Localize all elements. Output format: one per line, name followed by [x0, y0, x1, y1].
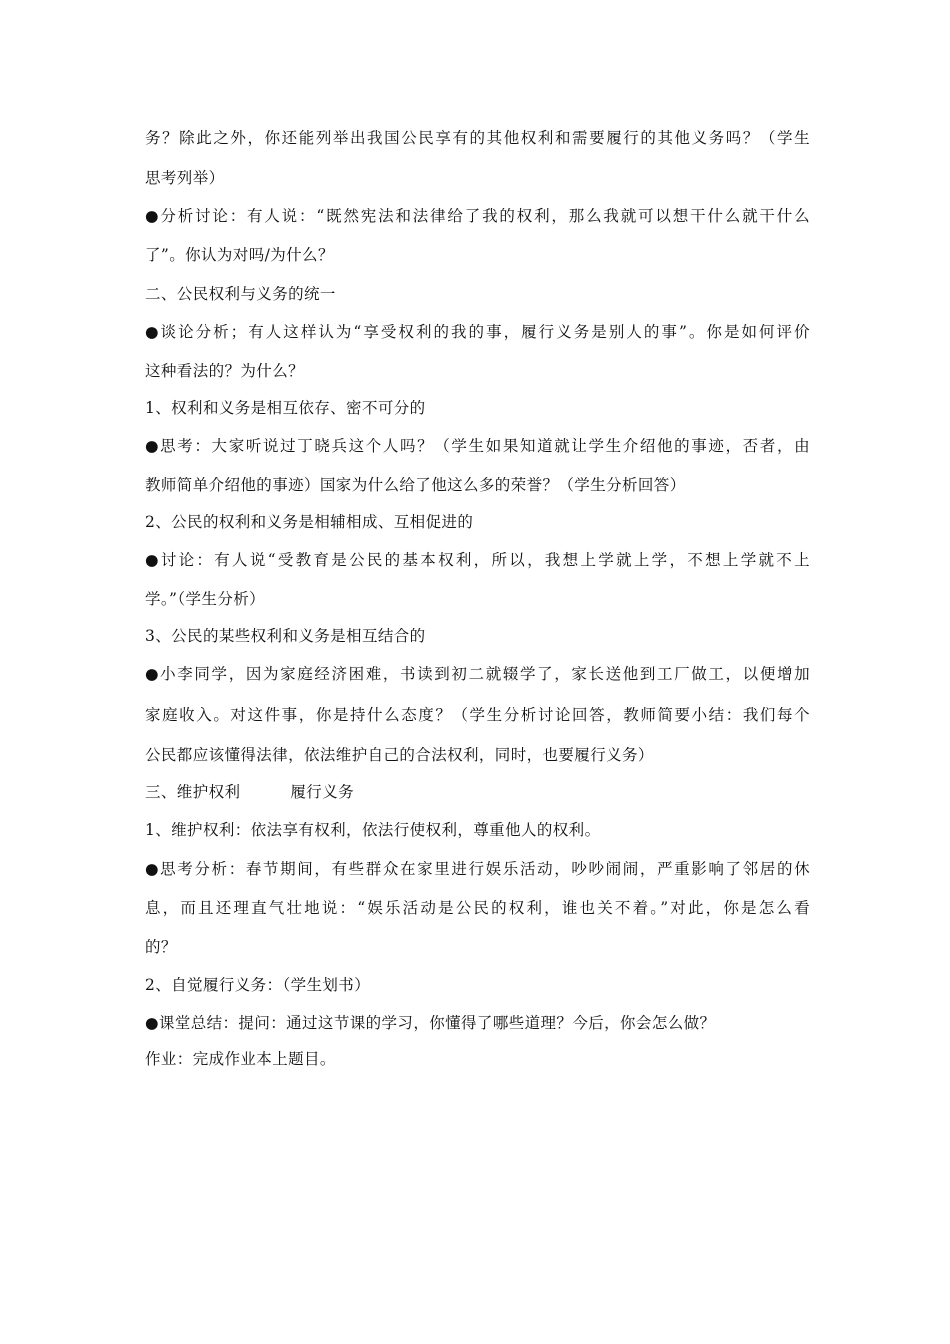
text-line: 教师简单介绍他的事迹）国家为什么给了他这么多的荣誉？（学生分析回答） — [145, 476, 686, 494]
text-line: ●讨论：有人说“受教育是公民的基本权利，所以，我想上学就上学，不想上学就不上 — [145, 551, 810, 569]
subsection-heading: 3、公民的某些权利和义务是相互结合的 — [145, 627, 426, 645]
text-line: 息，而且还理直气壮地说：“娱乐活动是公民的权利，谁也关不着。”对此，你是怎么看 — [145, 899, 810, 917]
text-line: ●小李同学，因为家庭经济困难，书读到初二就辍学了，家长送他到工厂做工，以便增加 — [145, 665, 810, 683]
text-line: 作业：完成作业本上题目。 — [145, 1050, 336, 1068]
subsection-heading: 1、权利和义务是相互依存、密不可分的 — [145, 399, 426, 417]
text-line: ●思考：大家听说过丁晓兵这个人吗？（学生如果知道就让学生介绍他的事迹，否者，由 — [145, 437, 810, 455]
text-line: 家庭收入。对这件事，你是持什么态度？（学生分析讨论回答，教师简要小结：我们每个 — [145, 706, 810, 724]
subsection-heading: 2、自觉履行义务：（学生划书） — [145, 976, 371, 994]
text-line: ●分析讨论：有人说：“既然宪法和法律给了我的权利，那么我就可以想干什么就干什么 — [145, 207, 810, 225]
text-line: ●思考分析：春节期间，有些群众在家里进行娱乐活动，吵吵闹闹，严重影响了邻居的休 — [145, 860, 810, 878]
text-line: ●课堂总结：提问：通过这节课的学习，你懂得了哪些道理？今后，你会怎么做？ — [145, 1014, 716, 1032]
subsection-heading: 1、维护权利：依法享有权利，依法行使权利，尊重他人的权利。 — [145, 821, 601, 839]
section-heading: 二、公民权利与义务的统一 — [145, 285, 336, 303]
text-line: 了”。你认为对吗/为什么？ — [145, 246, 334, 264]
text-line: 学。”（学生分析） — [145, 590, 266, 608]
subsection-heading: 2、公民的权利和义务是相辅相成、互相促进的 — [145, 513, 474, 531]
text-line: 务？除此之外，你还能列举出我国公民享有的其他权利和需要履行的其他义务吗？（学生 — [145, 129, 810, 147]
section-heading — [145, 782, 810, 802]
text-line: 思考列举） — [145, 169, 225, 187]
heading-part-2: 履行义务 — [290, 783, 355, 801]
text-line: 公民都应该懂得法律，依法维护自己的合法权利，同时，也要履行义务） — [145, 746, 654, 764]
text-line: 这种看法的？为什么？ — [145, 362, 305, 380]
text-line: 的？ — [145, 938, 177, 956]
heading-part-1: 三、维护权利 — [145, 783, 241, 801]
text-line: ●谈论分析；有人这样认为“享受权利的我的事，履行义务是别人的事”。你是如何评价 — [145, 323, 810, 341]
